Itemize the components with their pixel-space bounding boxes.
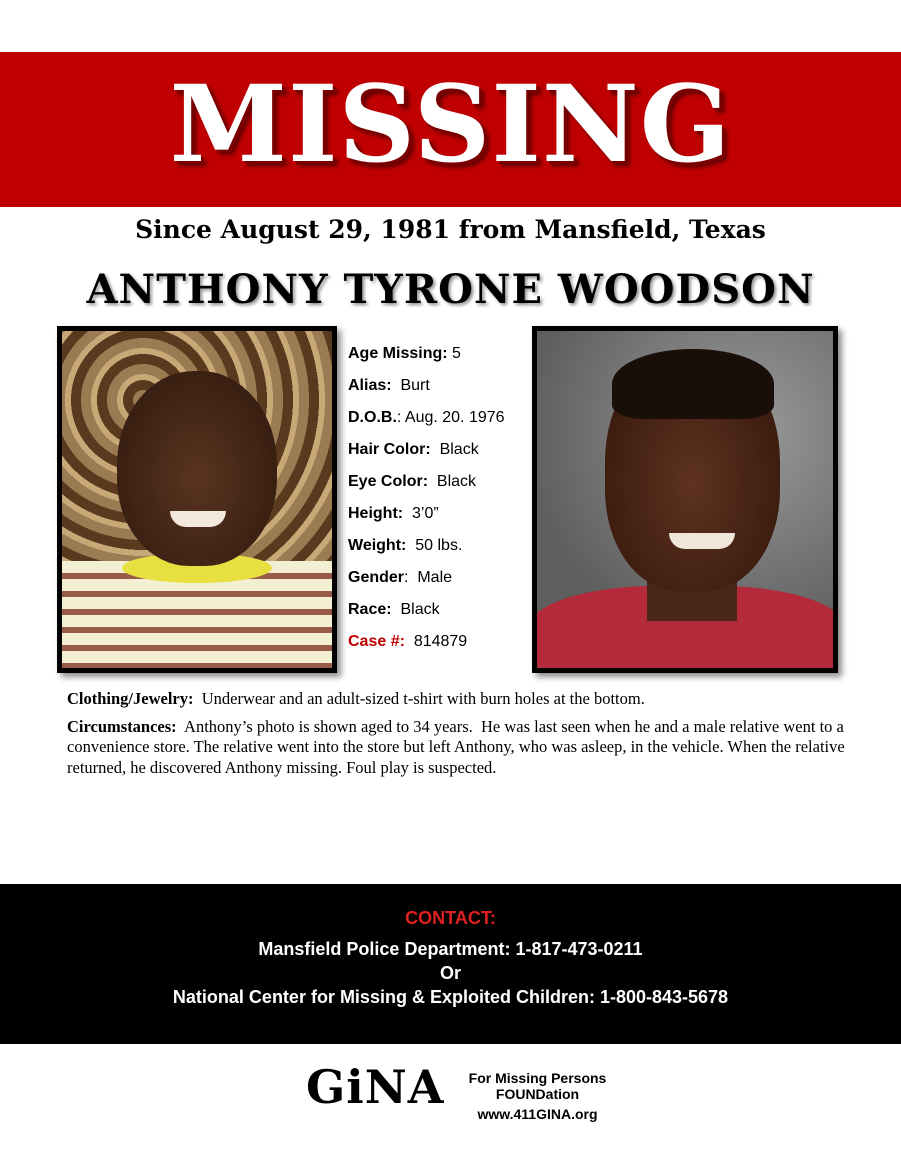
stat-alias [348, 372, 528, 404]
stat-label: D.O.B. [348, 409, 397, 426]
stat-dob [348, 404, 528, 436]
stat-value: 3’0” [403, 505, 439, 522]
stat-label: Age Missing: [348, 345, 448, 362]
stat-label: Alias: [348, 377, 392, 394]
stat-label: Eye Color: [348, 473, 429, 490]
person-name: ANTHONY TYRONE WOODSON [86, 266, 815, 313]
stat-value: : Aug. 20. 1976 [396, 409, 505, 426]
stat-label: Race: [348, 601, 392, 618]
stat-eye-color [348, 468, 528, 500]
gina-tagline [435, 1070, 640, 1122]
stat-label: Case #: [348, 633, 405, 650]
stat-race [348, 596, 528, 628]
stat-case-number [348, 628, 528, 660]
child-photo-face [117, 371, 277, 566]
gina-tagline-name: For Missing Persons FOUNDation [468, 1070, 607, 1102]
child-photo-smile [170, 511, 226, 527]
stat-value: Burt [391, 377, 430, 394]
adult-photo-smile [669, 533, 735, 549]
contact-ncmec: National Center for Missing & Exploited Children: 1-800-843-5678 [172, 987, 729, 1007]
stat-value: Black [428, 473, 477, 490]
stat-value: 5 [447, 345, 461, 362]
clothing-label: Clothing/Jewelry: [67, 689, 194, 708]
stat-value: Black [391, 601, 440, 618]
stat-label: Weight: [348, 537, 407, 554]
missing-since-line: Since August 29, 1981 from Mansfield, Texas [135, 215, 766, 244]
stat-age-missing [348, 340, 528, 372]
circumstances-text: Anthony’s photo is shown aged to 34 years. He was last seen when he and a male relative went to a convenience store. The relative went into the store but left Anthony, who was asleep, in the vehicle. When the relative returned, he discovered Anthony missing. Foul play is suspected. [67, 716, 849, 777]
child-photo [57, 326, 337, 673]
stat-weight [348, 532, 528, 564]
contact-police: Mansfield Police Department: 1-817-473-0211 [258, 939, 643, 959]
stat-value: 50 lbs. [406, 537, 463, 554]
stat-label: Height: [348, 505, 404, 522]
case-details [67, 689, 847, 785]
contact-or: Or [439, 963, 461, 983]
contact-title: CONTACT: [405, 908, 496, 928]
circumstances-paragraph [67, 717, 847, 779]
stat-value: 814879 [404, 633, 468, 650]
contact-section [0, 884, 901, 1044]
stat-gender [348, 564, 528, 596]
age-progressed-photo [532, 326, 838, 673]
gina-website[interactable]: www.411GINA.org [477, 1106, 598, 1122]
stat-label: Hair Color: [348, 441, 431, 458]
clothing-paragraph [67, 689, 847, 710]
circumstances-label: Circumstances: [67, 716, 177, 736]
stats-list [348, 340, 528, 660]
stat-label: Gender [348, 569, 405, 586]
stat-hair-color [348, 436, 528, 468]
clothing-text: Underwear and an adult-sized t-shirt with burn holes at the bottom. [193, 689, 645, 708]
stat-value: Black [430, 441, 479, 458]
stat-value: : Male [404, 569, 453, 586]
gina-logo: GiNA [306, 1060, 445, 1114]
poster-title: MISSING [169, 61, 732, 186]
adult-photo-hair [612, 349, 774, 419]
stat-height [348, 500, 528, 532]
